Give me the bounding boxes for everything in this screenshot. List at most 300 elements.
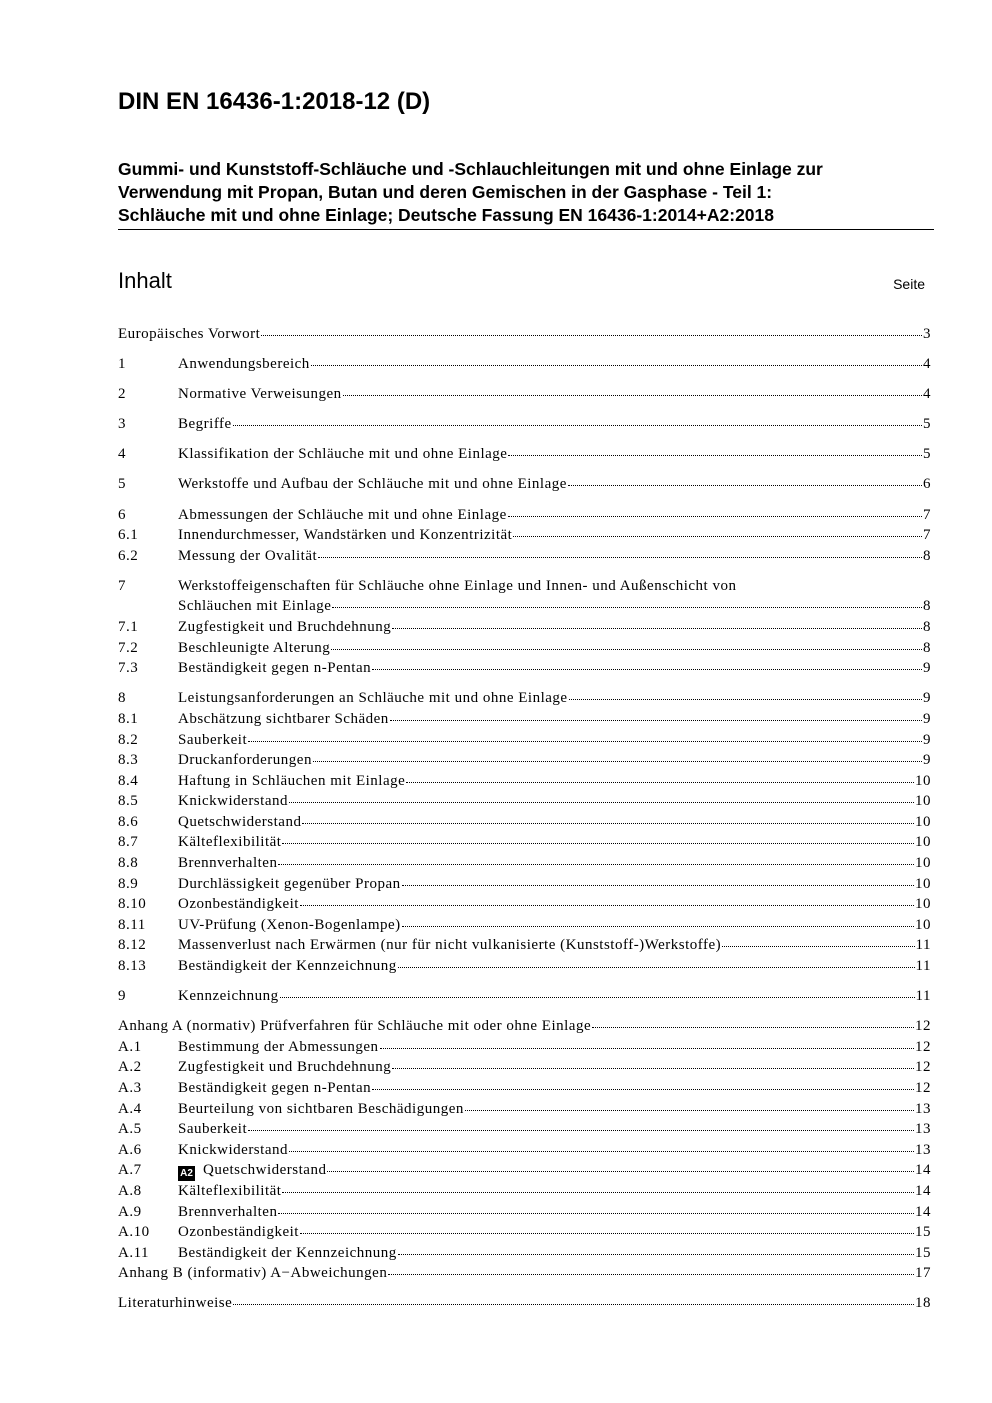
dot-leader (233, 425, 922, 426)
toc-entry-title-wrap (118, 324, 260, 345)
dot-leader (392, 1068, 914, 1069)
toc-entry-title: UV-Prüfung (Xenon-Bogenlampe) (178, 916, 401, 933)
toc-entry-page: 10 (915, 813, 931, 830)
toc-entry-number: 6.2 (118, 547, 139, 564)
toc-entry-page: 15 (915, 1244, 931, 1261)
toc-entry-number: 8.12 (118, 937, 147, 954)
toc-entry-title: Beschleunigte Alterung (178, 639, 331, 656)
toc-entry-title-wrap (178, 354, 310, 375)
toc-entry-line (118, 1293, 931, 1314)
toc-entry-number: A.8 (118, 1182, 142, 1199)
toc-entry[interactable] (118, 832, 931, 853)
toc-entry-page: 9 (923, 731, 931, 748)
toc-entry-page: 12 (915, 1080, 931, 1096)
toc-entry-title-wrap (178, 853, 277, 874)
toc-entry-page: 12 (915, 1038, 931, 1055)
toc-entry-page: 12 (915, 1059, 931, 1076)
toc-entry-title-wrap (178, 414, 232, 435)
dot-leader (398, 1254, 914, 1255)
toc-entry-title-wrap (178, 505, 507, 526)
toc-entry-page: 11 (915, 958, 931, 975)
toc-entry[interactable] (118, 384, 931, 405)
toc-entry-number: 6 (118, 506, 126, 523)
dot-leader (331, 649, 922, 650)
toc-entry-title: Kälteflexibilität (178, 834, 282, 851)
toc-entry-page: 18 (915, 1295, 931, 1312)
toc-entry-title-wrap (178, 1140, 288, 1161)
dot-leader (327, 1171, 914, 1172)
dot-leader (465, 1110, 914, 1111)
toc-entry-title-wrap (178, 1243, 397, 1264)
toc-entry[interactable] (118, 730, 931, 751)
toc-entry-line (178, 1181, 931, 1202)
toc-entry-number: 7.1 (118, 619, 139, 636)
page-column-label: Seite (893, 276, 925, 292)
toc-entry-title: Quetschwiderstand (178, 813, 302, 830)
toc-entry-number: 8.7 (118, 834, 139, 851)
toc-entry-title: Druckanforderungen (178, 752, 312, 769)
toc-entry-title-wrap (178, 1078, 371, 1099)
toc-entry-line (178, 1160, 931, 1181)
toc-entry-page: 10 (915, 772, 931, 789)
toc-entry[interactable] (118, 525, 931, 546)
toc-entry-line (178, 771, 931, 792)
toc-entry[interactable] (118, 1263, 931, 1284)
toc-entry[interactable] (118, 812, 931, 833)
toc-entry[interactable] (118, 354, 931, 375)
toc-entry-page: 14 (915, 1182, 931, 1199)
toc-entry[interactable] (118, 576, 931, 617)
dot-leader (289, 802, 914, 803)
toc-entry-title: Massenverlust nach Erwärmen (nur für nicht vulkanisierte (Kunststoff-)Werkstoffe) (178, 937, 722, 954)
toc-entry[interactable] (118, 546, 931, 567)
toc-entry-title-wrap (178, 730, 247, 751)
toc-entry-page: 9 (923, 752, 931, 769)
toc-entry-number: 7.2 (118, 639, 139, 656)
toc-entry-number: 2 (118, 386, 126, 403)
toc-entry-number: 7.3 (118, 660, 139, 677)
toc-entry-line (178, 986, 931, 1007)
toc-entry-number: 9 (118, 988, 126, 1005)
toc-entry[interactable] (118, 1160, 931, 1181)
toc-entry-number: 8.13 (118, 958, 147, 975)
toc-entry-number: 1 (118, 356, 126, 373)
toc-entry-page: 3 (923, 326, 931, 342)
toc-entry-title: Beständigkeit der Kennzeichnung (178, 1244, 397, 1261)
toc-entry-title: Europäisches Vorwort (118, 326, 261, 342)
toc-entry-title: Knickwiderstand (178, 1141, 288, 1158)
toc-entry[interactable] (118, 791, 931, 812)
toc-entry-title: Brennverhalten (178, 1203, 278, 1220)
toc-entry-number: 8.9 (118, 875, 139, 892)
toc-entry-title-wrap (178, 546, 317, 567)
toc-entry-title: Leistungsanforderungen an Schläuche mit und ohne Einlage (178, 690, 568, 707)
document-title: DIN EN 16436-1:2018-12 (D) (118, 88, 431, 115)
toc-entry-page: 6 (923, 476, 931, 493)
toc-entry-number: 5 (118, 476, 126, 493)
toc-entry-page: 8 (923, 619, 931, 636)
toc-entry-title-wrap (178, 956, 397, 977)
toc-entry-line (178, 1140, 931, 1161)
dot-leader (278, 1213, 914, 1214)
toc-entry-title: Beständigkeit gegen n-Pentan (178, 660, 372, 677)
toc-entry-title-wrap (178, 915, 401, 936)
toc-entry-line (178, 935, 931, 956)
toc-entry-page: 9 (923, 710, 931, 727)
toc-entry-number: A.5 (118, 1121, 142, 1138)
toc-entry-line (178, 505, 931, 526)
toc-entry-title: Anhang B (informativ) A−Abweichungen (118, 1265, 388, 1282)
toc-entry-line (178, 658, 931, 679)
toc-entry-title-wrap (118, 1293, 232, 1314)
toc-entry-line (178, 915, 931, 936)
toc-entry-title-wrap (178, 1160, 326, 1181)
toc-entry-number: 8 (118, 690, 126, 707)
toc-entry-number: 8.4 (118, 772, 139, 789)
dot-leader (592, 1027, 914, 1028)
toc-entry[interactable] (118, 658, 931, 679)
toc-entry-number: 8.5 (118, 793, 139, 810)
toc-entry-title-wrap (178, 1099, 464, 1120)
toc-entry-title-wrap (178, 709, 389, 730)
toc-entry[interactable] (118, 1119, 931, 1140)
dot-leader (388, 1274, 914, 1275)
toc-entry-line (178, 832, 931, 853)
dot-leader (332, 607, 922, 608)
toc-entry-page: 7 (923, 527, 931, 544)
toc-entry-page: 10 (915, 834, 931, 851)
toc-entry-title-wrap (178, 832, 281, 853)
toc-entry-page: 17 (915, 1265, 931, 1282)
toc-entry-title-wrap (178, 1057, 391, 1078)
toc-entry[interactable] (118, 1016, 931, 1037)
toc-entry-page: 12 (915, 1018, 931, 1035)
toc-entry-number: A.4 (118, 1100, 142, 1117)
toc-entry[interactable] (118, 1222, 931, 1243)
dot-leader (402, 926, 914, 927)
toc-entry-page: 10 (915, 855, 931, 872)
toc-entry[interactable] (118, 638, 931, 659)
dot-leader (406, 782, 914, 783)
toc-entry-page: 9 (923, 660, 931, 677)
toc-entry[interactable] (118, 874, 931, 895)
toc-entry-line (178, 474, 931, 495)
toc-entry-line (178, 546, 931, 567)
toc-entry-title: Sauberkeit (178, 731, 248, 748)
toc-entry[interactable] (118, 1099, 931, 1120)
toc-entry-line (178, 1119, 931, 1140)
toc-entry[interactable] (118, 1037, 931, 1058)
dot-leader (280, 997, 915, 998)
toc-entry[interactable] (118, 1181, 931, 1202)
toc-entry-page: 5 (923, 446, 931, 463)
toc-entry-title-wrap (178, 771, 405, 792)
dot-leader (508, 455, 922, 456)
toc-entry-page: 10 (915, 793, 931, 810)
toc-entry-page: 7 (923, 506, 931, 523)
toc-entry-number: 7 (118, 577, 126, 594)
toc-entry[interactable] (118, 1202, 931, 1223)
toc-entry-title: Ozonbeständigkeit (178, 1224, 299, 1241)
toc-entry[interactable] (118, 894, 931, 915)
dot-leader (313, 761, 922, 762)
toc-entry-page: 9 (923, 690, 931, 707)
toc-entry-title-wrap (178, 525, 512, 546)
toc-entry[interactable] (118, 986, 931, 1007)
dot-leader (233, 1304, 914, 1305)
dot-leader (513, 536, 922, 537)
toc-entry[interactable] (118, 915, 931, 936)
document-subtitle (118, 158, 934, 227)
toc-entry-title-wrap (178, 1181, 281, 1202)
toc-entry-number: 6.1 (118, 527, 139, 544)
toc-entry-page: 11 (915, 937, 931, 954)
toc-entry-number: 4 (118, 446, 126, 463)
toc-entry-title: Ozonbeständigkeit (178, 896, 299, 913)
dot-leader (390, 720, 922, 721)
toc-entry-title-wrap (178, 638, 330, 659)
toc-entry-number: A.2 (118, 1059, 142, 1076)
toc-entry-title-wrap (118, 1263, 387, 1284)
toc-entry-title: Knickwiderstand (178, 793, 288, 810)
toc-entry-title-line1: Werkstoffeigenschaften für Schläuche ohne Einlage und Innen- und Außenschicht von (178, 577, 737, 594)
toc-entry-title: Beurteilung von sichtbaren Beschädigungen (178, 1100, 464, 1117)
dot-leader (392, 628, 922, 629)
toc-entry-title-wrap (178, 617, 391, 638)
toc-entry-page: 11 (915, 988, 931, 1005)
toc-entry-page: 15 (915, 1224, 931, 1241)
toc-entry-title: Zugfestigkeit und Bruchdehnung (178, 619, 392, 636)
toc-entry-page: 10 (915, 896, 931, 913)
toc-entry-line (178, 1078, 931, 1099)
subtitle-line: Verwendung mit Propan, Butan und deren Gemischen in der Gasphase - Teil 1: (118, 182, 773, 202)
toc-entry-number: 8.8 (118, 855, 139, 872)
toc-entry-title: Anwendungsbereich (178, 356, 310, 373)
toc-entry-line (178, 894, 931, 915)
toc-entry-title: Innendurchmesser, Wandstärken und Konzentrizität (178, 527, 513, 544)
toc-entry-title-wrap (178, 688, 568, 709)
toc-entry-title: Klassifikation der Schläuche mit und ohne Einlage (178, 446, 508, 463)
toc-entry[interactable] (118, 935, 931, 956)
toc-entry-title: Begriffe (178, 416, 232, 433)
toc-entry-title: Literaturhinweise (118, 1295, 233, 1312)
dot-leader (508, 516, 922, 517)
toc-entry-line (178, 384, 931, 405)
toc-entry-title: Schläuchen mit Einlage (178, 598, 332, 615)
toc-entry[interactable] (118, 617, 931, 638)
toc-entry-title-wrap (178, 894, 299, 915)
toc-entry-number: A.11 (118, 1244, 150, 1261)
toc-entry-line (178, 750, 931, 771)
toc-heading: Inhalt (118, 268, 172, 293)
toc-entry[interactable] (118, 505, 931, 526)
toc-entry-title-wrap (178, 444, 507, 465)
toc-entry-line (178, 791, 931, 812)
toc-entry[interactable] (118, 750, 931, 771)
toc-entry-number: A.3 (118, 1080, 142, 1096)
dot-leader (343, 395, 922, 396)
dot-leader (380, 1048, 915, 1049)
toc-entry-page: 8 (923, 547, 931, 564)
toc-entry-title: Werkstoffe und Aufbau der Schläuche mit und ohne Einlage (178, 476, 567, 493)
dot-leader (289, 1151, 914, 1152)
dot-leader (282, 843, 914, 844)
toc-entry-line (178, 1099, 931, 1120)
toc-entry-number: A.9 (118, 1203, 142, 1220)
dot-leader (722, 946, 914, 947)
table-of-contents (118, 324, 931, 1314)
dot-leader (248, 741, 922, 742)
toc-entry-number: 8.1 (118, 710, 139, 727)
toc-entry-number: 8.2 (118, 731, 139, 748)
toc-entry-title-wrap (178, 474, 567, 495)
toc-entry-number: 8.6 (118, 813, 139, 830)
toc-entry-title-wrap (178, 935, 721, 956)
toc-entry-line (178, 414, 931, 435)
toc-entry-line (178, 874, 931, 895)
toc-entry[interactable] (118, 1078, 931, 1099)
dot-leader (261, 335, 922, 336)
toc-entry-page: 10 (915, 916, 931, 933)
toc-entry-title-wrap (178, 384, 342, 405)
toc-entry-title: Brennverhalten (178, 855, 278, 872)
toc-entry-title: Kennzeichnung (178, 988, 279, 1005)
toc-entry[interactable] (118, 444, 931, 465)
toc-entry-title-wrap (178, 1222, 299, 1243)
toc-entry-number: A.1 (118, 1038, 142, 1055)
toc-entry[interactable] (118, 1243, 931, 1264)
toc-entry-title: Haftung in Schläuchen mit Einlage (178, 772, 406, 789)
dot-leader (282, 1192, 914, 1193)
toc-entry-title: Bestimmung der Abmessungen (178, 1038, 379, 1055)
toc-entry-title-wrap (178, 1202, 277, 1223)
toc-entry-line (178, 956, 931, 977)
toc-entry[interactable] (118, 414, 931, 435)
toc-entry-title-wrap (178, 1119, 247, 1140)
toc-entry-line (178, 688, 931, 709)
toc-entry-title-wrap (178, 874, 401, 895)
toc-entry-title: Abmessungen der Schläuche mit und ohne Einlage (178, 506, 507, 523)
toc-entry-line (178, 1037, 931, 1058)
dot-leader (569, 699, 922, 700)
toc-entry[interactable] (118, 1293, 931, 1314)
toc-entry-page: 8 (923, 598, 931, 615)
dot-leader (278, 864, 914, 865)
subtitle-line: Gummi- und Kunststoff-Schläuche und -Schlauchleitungen mit und ohne Einlage zur (118, 159, 823, 179)
toc-entry-title-wrap (178, 596, 331, 617)
toc-entry-title-wrap (178, 986, 279, 1007)
toc-entry-page: 8 (923, 639, 931, 656)
toc-entry-page: 14 (915, 1162, 931, 1179)
toc-entry[interactable] (118, 1057, 931, 1078)
toc-entry-title: Kälteflexibilität (178, 1182, 282, 1199)
toc-entry-title-wrap (118, 1016, 591, 1037)
toc-entry-line (178, 617, 931, 638)
toc-entry-title: Abschätzung sichtbarer Schäden (178, 710, 389, 727)
toc-entry-title-wrap (178, 750, 312, 771)
dot-leader (248, 1130, 914, 1131)
toc-entry[interactable] (118, 853, 931, 874)
toc-entry-line (178, 1057, 931, 1078)
toc-entry-line (178, 1202, 931, 1223)
toc-entry-title-wrap (178, 791, 288, 812)
toc-entry-line (118, 1016, 931, 1037)
toc-entry-number: 8.11 (118, 916, 146, 933)
toc-entry-page: 13 (915, 1100, 931, 1117)
toc-entry-line (178, 730, 931, 751)
toc-entry-title: Sauberkeit (178, 1121, 248, 1138)
toc-entry[interactable] (118, 709, 931, 730)
toc-entry-title: Durchlässigkeit gegenüber Propan (178, 875, 401, 892)
toc-entry-line (178, 1243, 931, 1264)
toc-entry-number: 8.10 (118, 896, 147, 913)
toc-entry-page: 5 (923, 416, 931, 433)
toc-entry-title: Zugfestigkeit und Bruchdehnung (178, 1059, 392, 1076)
toc-entry-line (178, 638, 931, 659)
dot-leader (300, 905, 914, 906)
toc-entry-title: Quetschwiderstand (203, 1162, 327, 1179)
toc-entry-page: 4 (923, 386, 931, 403)
toc-entry-number: 8.3 (118, 752, 139, 769)
toc-entry[interactable] (118, 956, 931, 977)
dot-leader (402, 885, 914, 886)
toc-entry-title: Normative Verweisungen (178, 386, 342, 403)
toc-entry-line (178, 596, 931, 617)
toc-entry-number: 3 (118, 416, 126, 433)
dot-leader (398, 967, 915, 968)
dot-leader (372, 1089, 914, 1090)
toc-entry-page: 14 (915, 1203, 931, 1220)
dot-leader (568, 485, 922, 486)
dot-leader (302, 823, 914, 824)
amendment-a2-icon: A2 (178, 1166, 195, 1181)
dot-leader (372, 669, 922, 670)
toc-entry-page: 4 (923, 356, 931, 373)
toc-entry-line (178, 525, 931, 546)
dot-leader (318, 557, 922, 558)
toc-entry-line (118, 1263, 931, 1284)
toc-entry-title: Beständigkeit gegen n-Pentan (178, 1080, 372, 1096)
title-divider (118, 229, 934, 230)
toc-entry-line (178, 444, 931, 465)
toc-entry[interactable] (118, 688, 931, 709)
toc-entry-title: Beständigkeit der Kennzeichnung (178, 958, 397, 975)
toc-entry[interactable] (118, 474, 931, 495)
toc-entry-line (178, 709, 931, 730)
toc-entry-title-wrap (178, 812, 301, 833)
toc-entry-line (178, 354, 931, 375)
toc-entry-title: Messung der Ovalität (178, 547, 318, 564)
toc-entry-number: A.7 (118, 1162, 142, 1179)
toc-entry-line (178, 853, 931, 874)
dot-leader (300, 1233, 914, 1234)
toc-entry-title-wrap (178, 1037, 379, 1058)
subtitle-line: Schläuche mit und ohne Einlage; Deutsche Fassung EN 16436-1:2014+A2:2018 (118, 205, 774, 225)
toc-entry[interactable] (118, 324, 931, 345)
toc-entry[interactable] (118, 771, 931, 792)
toc-entry-page: 10 (915, 875, 931, 892)
toc-entry-number: A.10 (118, 1224, 150, 1241)
toc-entry-number: A.6 (118, 1141, 142, 1158)
toc-entry-page: 13 (915, 1121, 931, 1138)
toc-entry-title-wrap (178, 658, 371, 679)
toc-entry[interactable] (118, 1140, 931, 1161)
toc-entry-line (178, 1222, 931, 1243)
toc-entry-title: Anhang A (normativ) Prüfverfahren für Schläuche mit oder ohne Einlage (118, 1018, 592, 1035)
dot-leader (311, 365, 922, 366)
toc-entry-line (178, 812, 931, 833)
toc-entry-line (118, 324, 931, 345)
